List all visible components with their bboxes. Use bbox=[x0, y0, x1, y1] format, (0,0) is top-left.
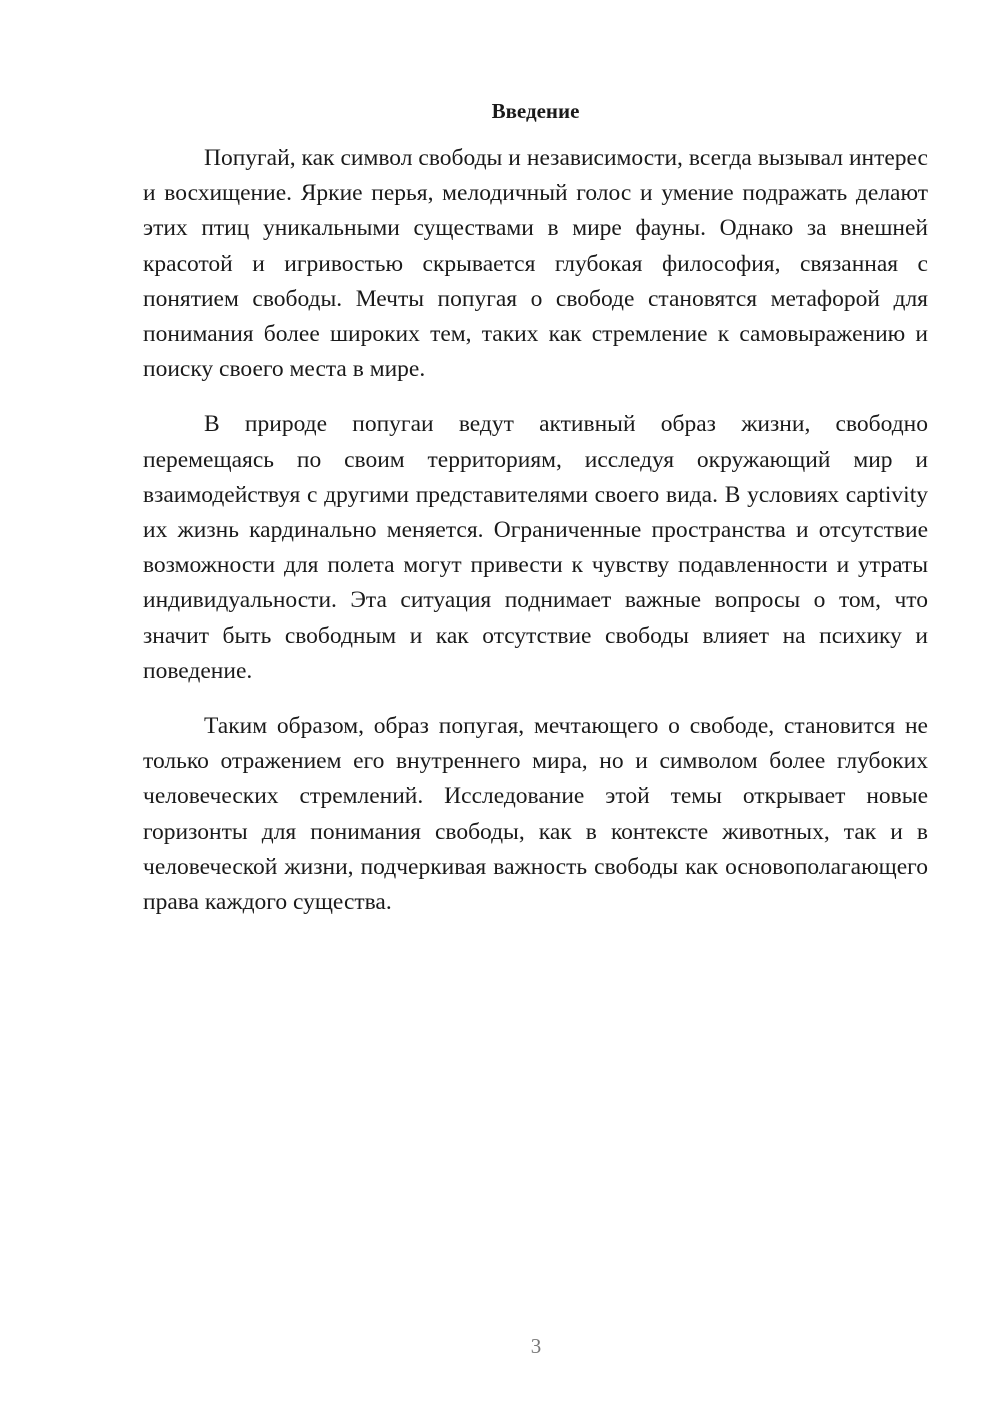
section-heading: Введение bbox=[491, 99, 580, 123]
paragraph-1: Попугай, как символ свободы и независимости, всегда вызывал интерес и восхищение. Яркие перья, мелодичный голос и умение подражать делают этих птиц уникальными существами в мире фауны. Однако за внешней красотой и игривостью скрывается глубокая философия, связанная с понятием свободы. Мечты попугая о свободе становятся метафорой для понимания более широких тем, таких как стремление к самовыражению и поиску своего места в мире. bbox=[143, 145, 928, 383]
page-number: 3 bbox=[530, 1334, 542, 1358]
page-content bbox=[143, 96, 928, 920]
paragraph-2: В природе попугаи ведут активный образ жизни, свободно перемещаясь по своим территориям, исследуя окружающий мир и взаимодействуя с другими представителями своего вида. В условиях captivity их жизнь кардинально меняется. Ограниченные пространства и отсутствие возможности для полета могут привести к чувству подавленности и утраты индивидуальности. Эта ситуация поднимает важные вопросы о том, что значит быть свободным и как отсутствие свободы влияет на психику и поведение. bbox=[143, 411, 928, 684]
paragraph-3: Таким образом, образ попугая, мечтающего о свободе, становится не только отражением его внутреннего мира, но и символом более глубоких человеческих стремлений. Исследование этой темы открывает новые горизонты для понимания свободы, как в контексте животных, так и в человеческой жизни, подчеркивая важность свободы как основополагающего права каждого существа. bbox=[143, 713, 928, 916]
